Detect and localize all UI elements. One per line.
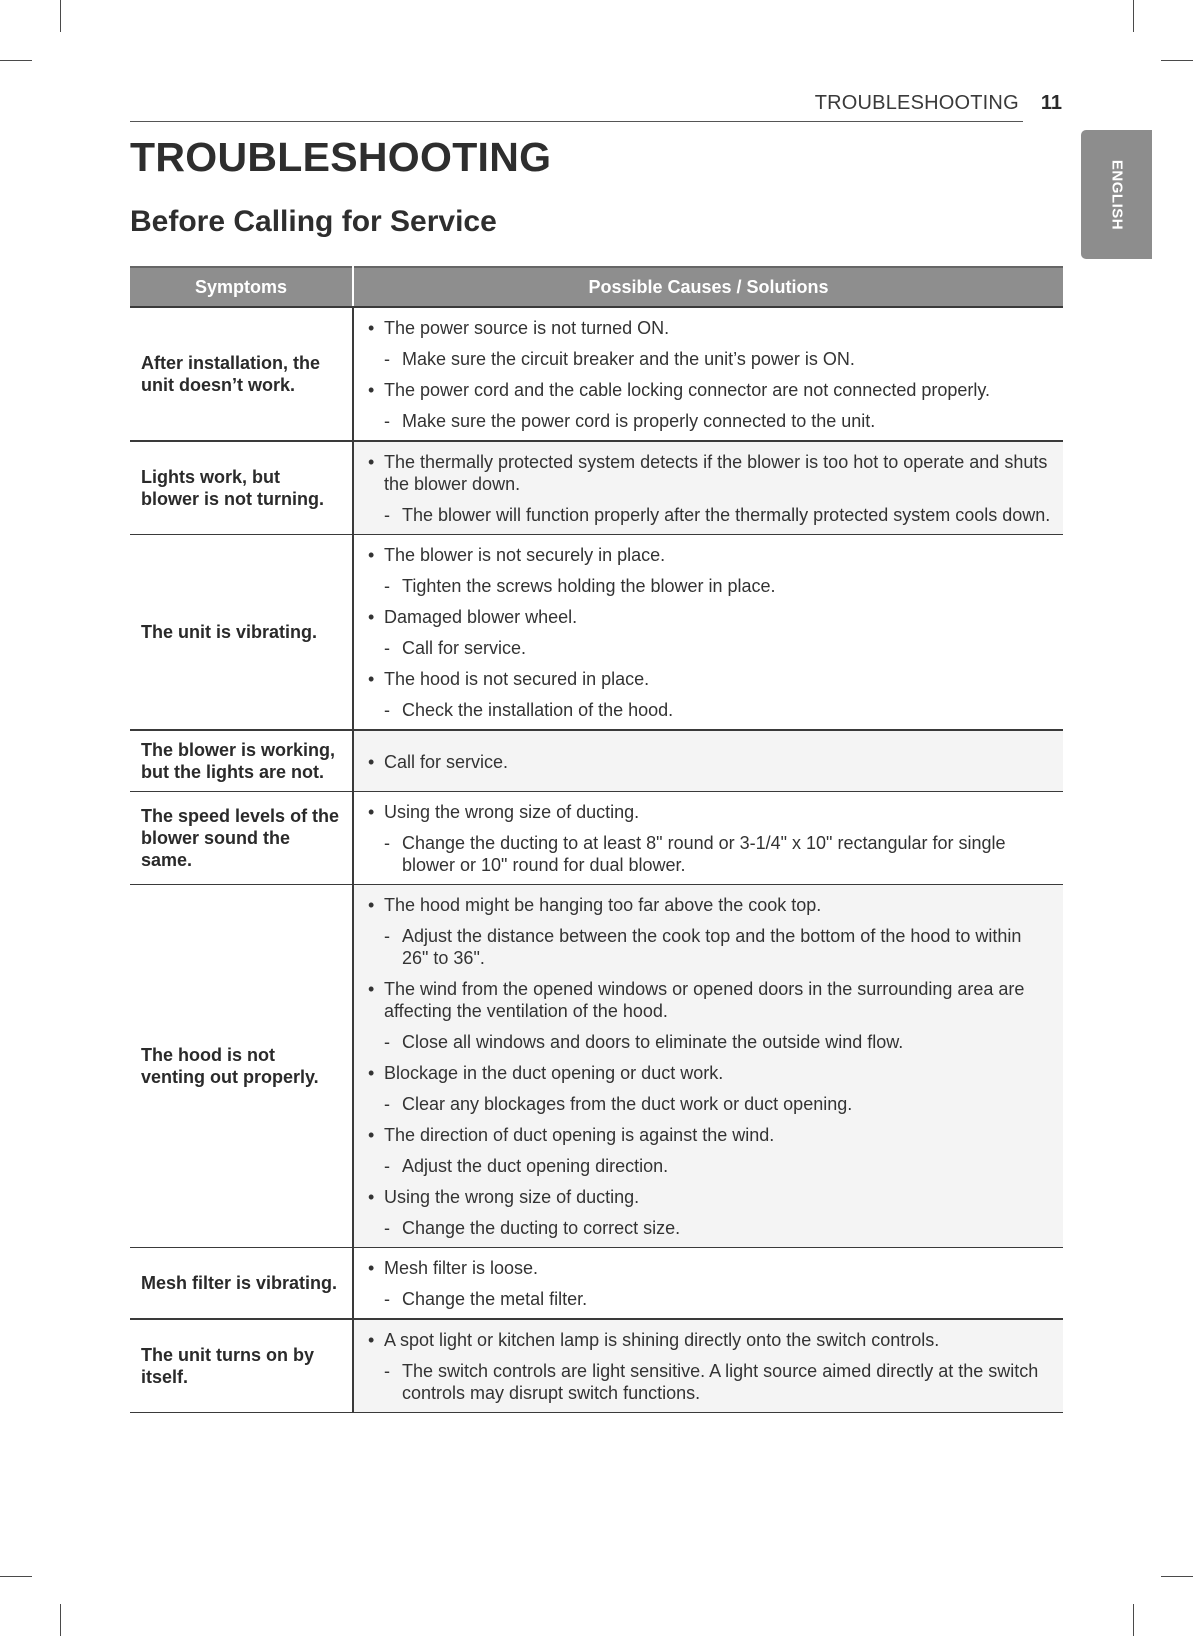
cause-item: • Call for service.	[366, 751, 1051, 773]
solution-item: - Change the ducting to at least 8" round or 3-1/4" x 10" rectangular for single blower or 10" round for dual blower.	[366, 832, 1051, 876]
crop-mark	[0, 60, 32, 61]
symptom-cell: The unit turns on by itself.	[130, 1319, 353, 1413]
solution-item: - Adjust the duct opening direction.	[366, 1155, 1051, 1177]
language-tab	[1081, 130, 1152, 259]
cause-item: • The power cord and the cable locking connector are not connected properly.	[366, 379, 1051, 401]
table-row	[130, 1248, 1063, 1320]
solution-item: - Tighten the screws holding the blower in place.	[366, 575, 1051, 597]
cause-item: • A spot light or kitchen lamp is shining directly onto the switch controls.	[366, 1329, 1051, 1351]
cause-item: • The wind from the opened windows or opened doors in the surrounding area are affecting the ventilation of the hood.	[366, 978, 1051, 1022]
cause-item: • Damaged blower wheel.	[366, 606, 1051, 628]
causes-cell	[353, 730, 1063, 792]
solution-item: - Adjust the distance between the cook top and the bottom of the hood to within 26" to 36".	[366, 925, 1051, 969]
language-tab-label: ENGLISH	[1108, 159, 1125, 230]
crop-mark	[60, 0, 61, 32]
crop-mark	[1133, 1604, 1134, 1636]
symptom-cell: The speed levels of the blower sound the same.	[130, 792, 353, 885]
solution-item: - Call for service.	[366, 637, 1051, 659]
table-row	[130, 1319, 1063, 1413]
cause-item: • The thermally protected system detects if the blower is too hot to operate and shuts the blower down.	[366, 451, 1051, 495]
symptom-cell: After installation, the unit doesn’t work.	[130, 307, 353, 441]
solution-item: - The switch controls are light sensitive. A light source aimed directly at the switch controls may disrupt switch functions.	[366, 1360, 1051, 1404]
symptom-cell: The unit is vibrating.	[130, 535, 353, 731]
cause-item: • The direction of duct opening is against the wind.	[366, 1124, 1051, 1146]
table-row	[130, 730, 1063, 792]
cause-item: • The hood might be hanging too far above the cook top.	[366, 894, 1051, 916]
crop-mark	[60, 1604, 61, 1636]
causes-cell	[353, 535, 1063, 731]
crop-mark	[1161, 1576, 1193, 1577]
solution-item: - Change the ducting to correct size.	[366, 1217, 1051, 1239]
solution-item: - Make sure the circuit breaker and the unit’s power is ON.	[366, 348, 1051, 370]
causes-cell	[353, 1319, 1063, 1413]
causes-cell	[353, 441, 1063, 535]
troubleshooting-table	[130, 266, 1063, 1413]
cause-item: • Mesh filter is loose.	[366, 1257, 1051, 1279]
table-row	[130, 535, 1063, 731]
page-title: TROUBLESHOOTING	[130, 134, 552, 180]
column-header-symptoms: Symptoms	[130, 267, 353, 307]
crop-mark	[1133, 0, 1134, 32]
solution-item: - The blower will function properly after the thermally protected system cools down.	[366, 504, 1051, 526]
cause-item: • Blockage in the duct opening or duct work.	[366, 1062, 1051, 1084]
symptom-cell: Lights work, but blower is not turning.	[130, 441, 353, 535]
cause-item: • The hood is not secured in place.	[366, 668, 1051, 690]
section-title: Before Calling for Service	[130, 205, 497, 238]
solution-item: - Close all windows and doors to eliminate the outside wind flow.	[366, 1031, 1051, 1053]
solution-item: - Clear any blockages from the duct work or duct opening.	[366, 1093, 1051, 1115]
running-header-title: TROUBLESHOOTING	[130, 92, 1023, 122]
solution-item: - Make sure the power cord is properly connected to the unit.	[366, 410, 1051, 432]
table-row	[130, 307, 1063, 441]
solution-item: - Check the installation of the hood.	[366, 699, 1051, 721]
running-header	[130, 92, 1062, 122]
crop-mark	[1161, 60, 1193, 61]
table-row	[130, 441, 1063, 535]
crop-mark	[0, 1576, 32, 1577]
causes-cell	[353, 1248, 1063, 1320]
symptom-cell: The blower is working, but the lights are not.	[130, 730, 353, 792]
page-number: 11	[1040, 92, 1062, 114]
table-row	[130, 792, 1063, 885]
symptom-cell: The hood is not venting out properly.	[130, 885, 353, 1248]
cause-item: • Using the wrong size of ducting.	[366, 1186, 1051, 1208]
symptom-cell: Mesh filter is vibrating.	[130, 1248, 353, 1320]
column-header-causes: Possible Causes / Solutions	[353, 267, 1063, 307]
causes-cell	[353, 792, 1063, 885]
table-header-row	[130, 267, 1063, 307]
causes-cell	[353, 885, 1063, 1248]
cause-item: • The power source is not turned ON.	[366, 317, 1051, 339]
solution-item: - Change the metal filter.	[366, 1288, 1051, 1310]
cause-item: • The blower is not securely in place.	[366, 544, 1051, 566]
cause-item: • Using the wrong size of ducting.	[366, 801, 1051, 823]
table-row	[130, 885, 1063, 1248]
causes-cell	[353, 307, 1063, 441]
